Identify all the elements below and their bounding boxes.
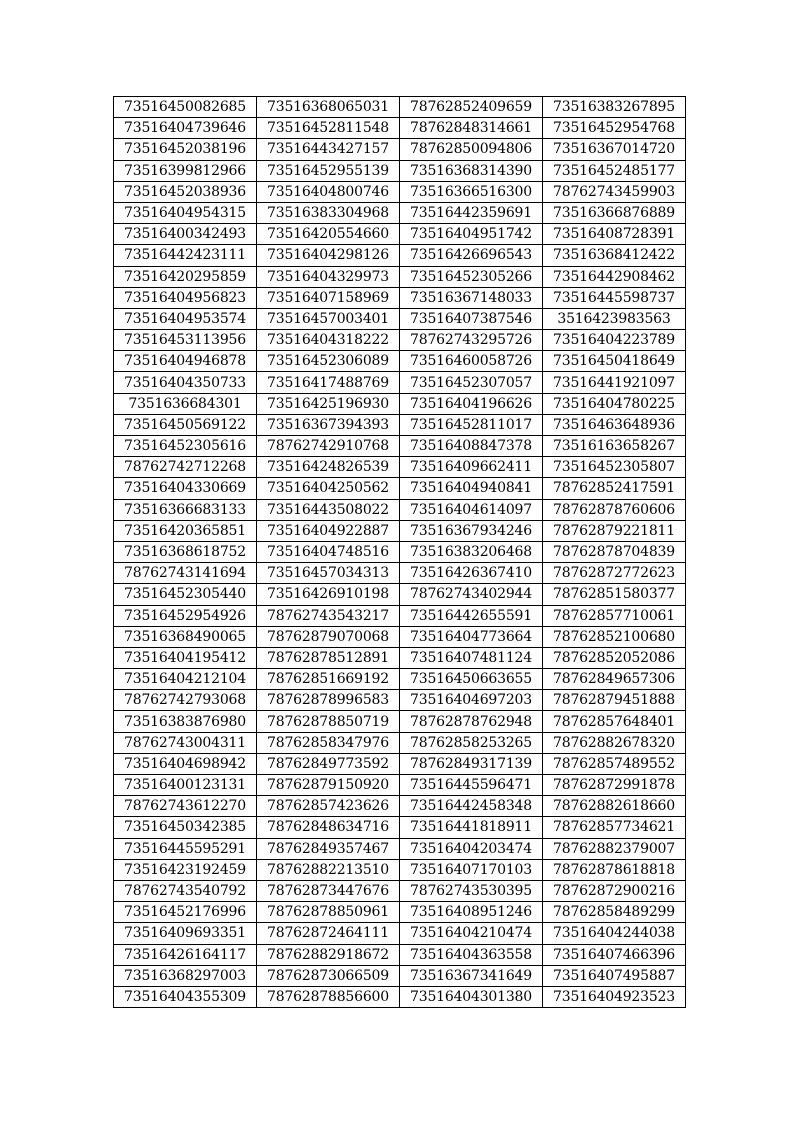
table-cell: 73516450082685 <box>114 97 257 118</box>
table-row <box>114 626 686 647</box>
table-cell: 78762878760606 <box>543 499 686 520</box>
table-cell: 73516366516300 <box>400 181 543 202</box>
table-cell: 78762848634716 <box>257 817 400 838</box>
table-row <box>114 923 686 944</box>
table-row <box>114 796 686 817</box>
table-cell: 78762849357467 <box>257 838 400 859</box>
table-cell: 73516452305616 <box>114 436 257 457</box>
table-cell: 73516442458348 <box>400 796 543 817</box>
table-cell: 73516445598737 <box>543 287 686 308</box>
table-row <box>114 330 686 351</box>
table-cell: 73516420554660 <box>257 224 400 245</box>
table-cell: 78762878618818 <box>543 859 686 880</box>
table-row <box>114 266 686 287</box>
table-cell: 78762743612270 <box>114 796 257 817</box>
table-row <box>114 669 686 690</box>
table-cell: 78762743004311 <box>114 732 257 753</box>
table-cell: 73516367934246 <box>400 520 543 541</box>
table-cell: 73516404946878 <box>114 351 257 372</box>
table-row <box>114 732 686 753</box>
table-row <box>114 160 686 181</box>
table-cell: 78762852417591 <box>543 478 686 499</box>
table-cell: 78762878850719 <box>257 711 400 732</box>
table-cell: 73516408847378 <box>400 436 543 457</box>
table-cell: 78762852052086 <box>543 647 686 668</box>
table-cell: 73516404298126 <box>257 245 400 266</box>
table-cell: 73516452811548 <box>257 118 400 139</box>
table-cell: 73516404330669 <box>114 478 257 499</box>
table-cell: 78762850094806 <box>400 139 543 160</box>
table-cell: 73516404698942 <box>114 753 257 774</box>
table-cell: 78762857423626 <box>257 796 400 817</box>
table-row <box>114 372 686 393</box>
table-cell: 73516404223789 <box>543 330 686 351</box>
table-cell: 73516452955139 <box>257 160 400 181</box>
table-cell: 73516452305266 <box>400 266 543 287</box>
table-cell: 78762849773592 <box>257 753 400 774</box>
table-cell: 73516417488769 <box>257 372 400 393</box>
table-cell: 73516460058726 <box>400 351 543 372</box>
table-cell: 73516367148033 <box>400 287 543 308</box>
table-cell: 78762858489299 <box>543 902 686 923</box>
table-cell: 73516404951742 <box>400 224 543 245</box>
table-cell: 78762879221811 <box>543 520 686 541</box>
table-cell: 73516450342385 <box>114 817 257 838</box>
table-row <box>114 880 686 901</box>
table-row <box>114 118 686 139</box>
table-cell: 73516442908462 <box>543 266 686 287</box>
table-cell: 73516404954315 <box>114 202 257 223</box>
table-cell: 78762873447676 <box>257 880 400 901</box>
table-cell: 73516404210474 <box>400 923 543 944</box>
table-cell: 73516404329973 <box>257 266 400 287</box>
table-cell: 73516163658267 <box>543 436 686 457</box>
table-cell: 73516404780225 <box>543 393 686 414</box>
table-cell: 73516420365851 <box>114 520 257 541</box>
table-cell: 73516404250562 <box>257 478 400 499</box>
table-cell: 73516452305807 <box>543 457 686 478</box>
table-cell: 73516404922887 <box>257 520 400 541</box>
table-cell: 73516366876889 <box>543 202 686 223</box>
table-cell: 73516441818911 <box>400 817 543 838</box>
table-cell: 73516404203474 <box>400 838 543 859</box>
table-cell: 78762882379007 <box>543 838 686 859</box>
table-cell: 73516383206468 <box>400 541 543 562</box>
table-row <box>114 986 686 1007</box>
table-row <box>114 139 686 160</box>
table-cell: 73516399812966 <box>114 160 257 181</box>
table-cell: 73516368065031 <box>257 97 400 118</box>
table-cell: 73516367014720 <box>543 139 686 160</box>
table-cell: 73516404953574 <box>114 308 257 329</box>
table-row <box>114 647 686 668</box>
table-cell: 73516368297003 <box>114 965 257 986</box>
table-cell: 78762743402944 <box>400 584 543 605</box>
table-cell: 78762742793068 <box>114 690 257 711</box>
table-cell: 73516404301380 <box>400 986 543 1007</box>
table-cell: 73516463648936 <box>543 414 686 435</box>
table-cell: 73516404350733 <box>114 372 257 393</box>
table-cell: 78762743530395 <box>400 880 543 901</box>
table-row <box>114 944 686 965</box>
table-cell: 73516441921097 <box>543 372 686 393</box>
table-cell: 73516404614097 <box>400 499 543 520</box>
table-cell: 78762743543217 <box>257 605 400 626</box>
table-cell: 73516445595291 <box>114 838 257 859</box>
table-cell: 73516442655591 <box>400 605 543 626</box>
table-cell: 73516450418649 <box>543 351 686 372</box>
table-cell: 78762872464111 <box>257 923 400 944</box>
table-cell: 73516452305440 <box>114 584 257 605</box>
table-cell: 7351636684301 <box>114 393 257 414</box>
table-cell: 73516404363558 <box>400 944 543 965</box>
table-cell: 78762851580377 <box>543 584 686 605</box>
table-cell: 78762878996583 <box>257 690 400 711</box>
table-cell: 78762852100680 <box>543 626 686 647</box>
table-cell: 78762882213510 <box>257 859 400 880</box>
table-row <box>114 393 686 414</box>
table-cell: 78762879070068 <box>257 626 400 647</box>
table-cell: 78762872900216 <box>543 880 686 901</box>
table-cell: 78762878850961 <box>257 902 400 923</box>
table-cell: 78762849657306 <box>543 669 686 690</box>
table-row <box>114 181 686 202</box>
table-cell: 73516452485177 <box>543 160 686 181</box>
table-cell: 73516404196626 <box>400 393 543 414</box>
table-cell: 73516404940841 <box>400 478 543 499</box>
table-cell: 73516407158969 <box>257 287 400 308</box>
table-cell: 73516367394393 <box>257 414 400 435</box>
table-row <box>114 965 686 986</box>
table-cell: 78762742910768 <box>257 436 400 457</box>
table-cell: 73516404739646 <box>114 118 257 139</box>
table-cell: 73516404956823 <box>114 287 257 308</box>
table-cell: 73516452307057 <box>400 372 543 393</box>
table-cell: 78762878512891 <box>257 647 400 668</box>
table-cell: 73516400342493 <box>114 224 257 245</box>
table-cell: 73516367341649 <box>400 965 543 986</box>
table-row <box>114 563 686 584</box>
table-cell: 78762858347976 <box>257 732 400 753</box>
table-row <box>114 775 686 796</box>
table-row <box>114 457 686 478</box>
table-cell: 73516426164117 <box>114 944 257 965</box>
table-row <box>114 520 686 541</box>
table-cell: 78762743141694 <box>114 563 257 584</box>
table-cell: 78762858253265 <box>400 732 543 753</box>
table-row <box>114 690 686 711</box>
table-cell: 73516404773664 <box>400 626 543 647</box>
table-cell: 78762742712268 <box>114 457 257 478</box>
table-row <box>114 605 686 626</box>
table-cell: 73516404923523 <box>543 986 686 1007</box>
table-cell: 78762857648401 <box>543 711 686 732</box>
table-row <box>114 308 686 329</box>
table-cell: 78762872772623 <box>543 563 686 584</box>
table-cell: 73516404697203 <box>400 690 543 711</box>
table-row <box>114 202 686 223</box>
table-cell: 73516366683133 <box>114 499 257 520</box>
table-cell: 78762879451888 <box>543 690 686 711</box>
table-row <box>114 245 686 266</box>
table-row <box>114 859 686 880</box>
table-row <box>114 287 686 308</box>
table-cell: 78762849317139 <box>400 753 543 774</box>
table-cell: 73516452811017 <box>400 414 543 435</box>
table-cell: 78762872991878 <box>543 775 686 796</box>
table-row <box>114 351 686 372</box>
table-cell: 73516452176996 <box>114 902 257 923</box>
table-row <box>114 224 686 245</box>
table-cell: 73516404748516 <box>257 541 400 562</box>
table-cell: 73516407170103 <box>400 859 543 880</box>
table-cell: 73516404355309 <box>114 986 257 1007</box>
table-row <box>114 436 686 457</box>
table-cell: 78762878762948 <box>400 711 543 732</box>
table-cell: 73516404212104 <box>114 669 257 690</box>
table-cell: 73516442423111 <box>114 245 257 266</box>
table-cell: 73516443427157 <box>257 139 400 160</box>
table-cell: 73516426696543 <box>400 245 543 266</box>
table-cell: 78762878704839 <box>543 541 686 562</box>
table-cell: 78762873066509 <box>257 965 400 986</box>
table-cell: 73516404800746 <box>257 181 400 202</box>
table-cell: 73516407481124 <box>400 647 543 668</box>
table-cell: 78762743540792 <box>114 880 257 901</box>
table-cell: 73516452954768 <box>543 118 686 139</box>
table-row <box>114 838 686 859</box>
table-cell: 78762857734621 <box>543 817 686 838</box>
table-cell: 73516404244038 <box>543 923 686 944</box>
table-cell: 73516426367410 <box>400 563 543 584</box>
number-table <box>113 96 686 1008</box>
table-cell: 73516457034313 <box>257 563 400 584</box>
table-cell: 73516452038196 <box>114 139 257 160</box>
table-row <box>114 711 686 732</box>
number-table-body <box>114 97 686 1008</box>
table-cell: 73516442359691 <box>400 202 543 223</box>
table-row <box>114 478 686 499</box>
table-cell: 78762852409659 <box>400 97 543 118</box>
table-cell: 78762743295726 <box>400 330 543 351</box>
table-row <box>114 97 686 118</box>
table-cell: 73516452038936 <box>114 181 257 202</box>
table-row <box>114 902 686 923</box>
table-cell: 78762882618660 <box>543 796 686 817</box>
table-cell: 73516425196930 <box>257 393 400 414</box>
table-cell: 73516404195412 <box>114 647 257 668</box>
table-cell: 73516443508022 <box>257 499 400 520</box>
table-cell: 73516407466396 <box>543 944 686 965</box>
table-cell: 73516368618752 <box>114 541 257 562</box>
table-cell: 73516408728391 <box>543 224 686 245</box>
table-cell: 73516409662411 <box>400 457 543 478</box>
table-cell: 73516368412422 <box>543 245 686 266</box>
table-cell: 73516453113956 <box>114 330 257 351</box>
table-cell: 73516368314390 <box>400 160 543 181</box>
table-cell: 73516424826539 <box>257 457 400 478</box>
table-cell: 3516423983563 <box>543 308 686 329</box>
table-row <box>114 817 686 838</box>
table-row <box>114 753 686 774</box>
table-cell: 78762857489552 <box>543 753 686 774</box>
table-cell: 78762882918672 <box>257 944 400 965</box>
table-cell: 73516450569122 <box>114 414 257 435</box>
table-row <box>114 541 686 562</box>
table-cell: 73516408951246 <box>400 902 543 923</box>
table-cell: 73516452306089 <box>257 351 400 372</box>
table-cell: 78762851669192 <box>257 669 400 690</box>
table-cell: 73516400123131 <box>114 775 257 796</box>
table-cell: 73516368490065 <box>114 626 257 647</box>
table-cell: 78762848314661 <box>400 118 543 139</box>
table-cell: 78762878856600 <box>257 986 400 1007</box>
table-cell: 78762743459903 <box>543 181 686 202</box>
table-cell: 73516407495887 <box>543 965 686 986</box>
table-cell: 73516423192459 <box>114 859 257 880</box>
table-cell: 73516404318222 <box>257 330 400 351</box>
table-cell: 73516426910198 <box>257 584 400 605</box>
table-cell: 73516450663655 <box>400 669 543 690</box>
table-cell: 73516457003401 <box>257 308 400 329</box>
table-cell: 73516407387546 <box>400 308 543 329</box>
table-row <box>114 499 686 520</box>
table-cell: 78762879150920 <box>257 775 400 796</box>
table-cell: 73516383876980 <box>114 711 257 732</box>
table-cell: 73516383267895 <box>543 97 686 118</box>
table-cell: 78762857710061 <box>543 605 686 626</box>
table-cell: 73516409693351 <box>114 923 257 944</box>
table-cell: 73516420295859 <box>114 266 257 287</box>
table-row <box>114 584 686 605</box>
table-cell: 78762882678320 <box>543 732 686 753</box>
table-cell: 73516445596471 <box>400 775 543 796</box>
table-cell: 73516383304968 <box>257 202 400 223</box>
table-cell: 73516452954926 <box>114 605 257 626</box>
table-row <box>114 414 686 435</box>
